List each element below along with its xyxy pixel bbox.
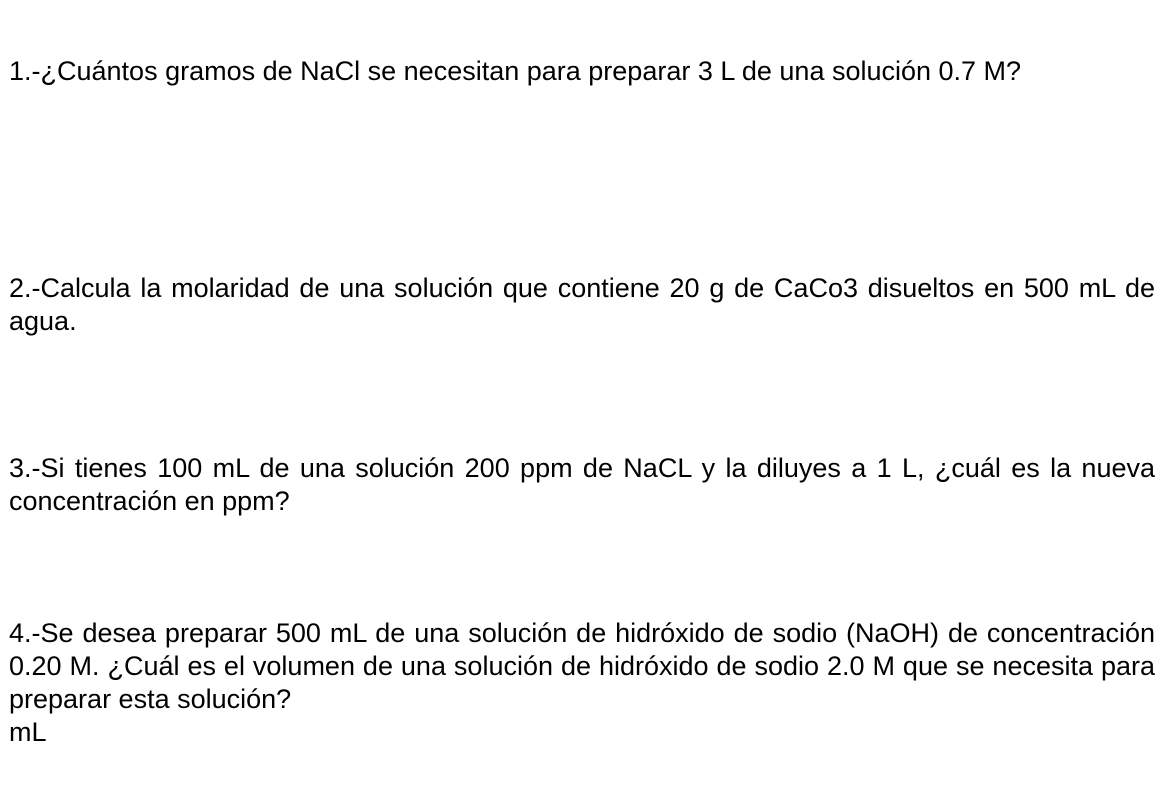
question-4-text: 4.-Se desea preparar 500 mL de una solución de hidróxido de sodio (NaOH) de concentración 0.20 M. ¿Cuál es el volumen de una solución de hidróxido de sodio 2.0 M que se necesita para preparar esta solución? xyxy=(9,618,1155,714)
question-4-unit: mL xyxy=(9,717,47,747)
question-3-text: 3.-Si tienes 100 mL de una solución 200 ppm de NaCL y la diluyes a 1 L, ¿cuál es la nueva concentración en ppm? xyxy=(9,453,1155,516)
question-1-text: 1.-¿Cuántos gramos de NaCl se necesitan para preparar 3 L de una solución 0.7 M? xyxy=(9,56,1022,86)
question-4 xyxy=(9,617,1155,749)
question-2 xyxy=(9,272,1155,338)
question-2-text: 2.-Calcula la molaridad de una solución que contiene 20 g de CaCo3 disueltos en 500 mL de agua. xyxy=(9,273,1155,336)
question-1 xyxy=(9,55,1155,88)
question-3 xyxy=(9,452,1155,518)
